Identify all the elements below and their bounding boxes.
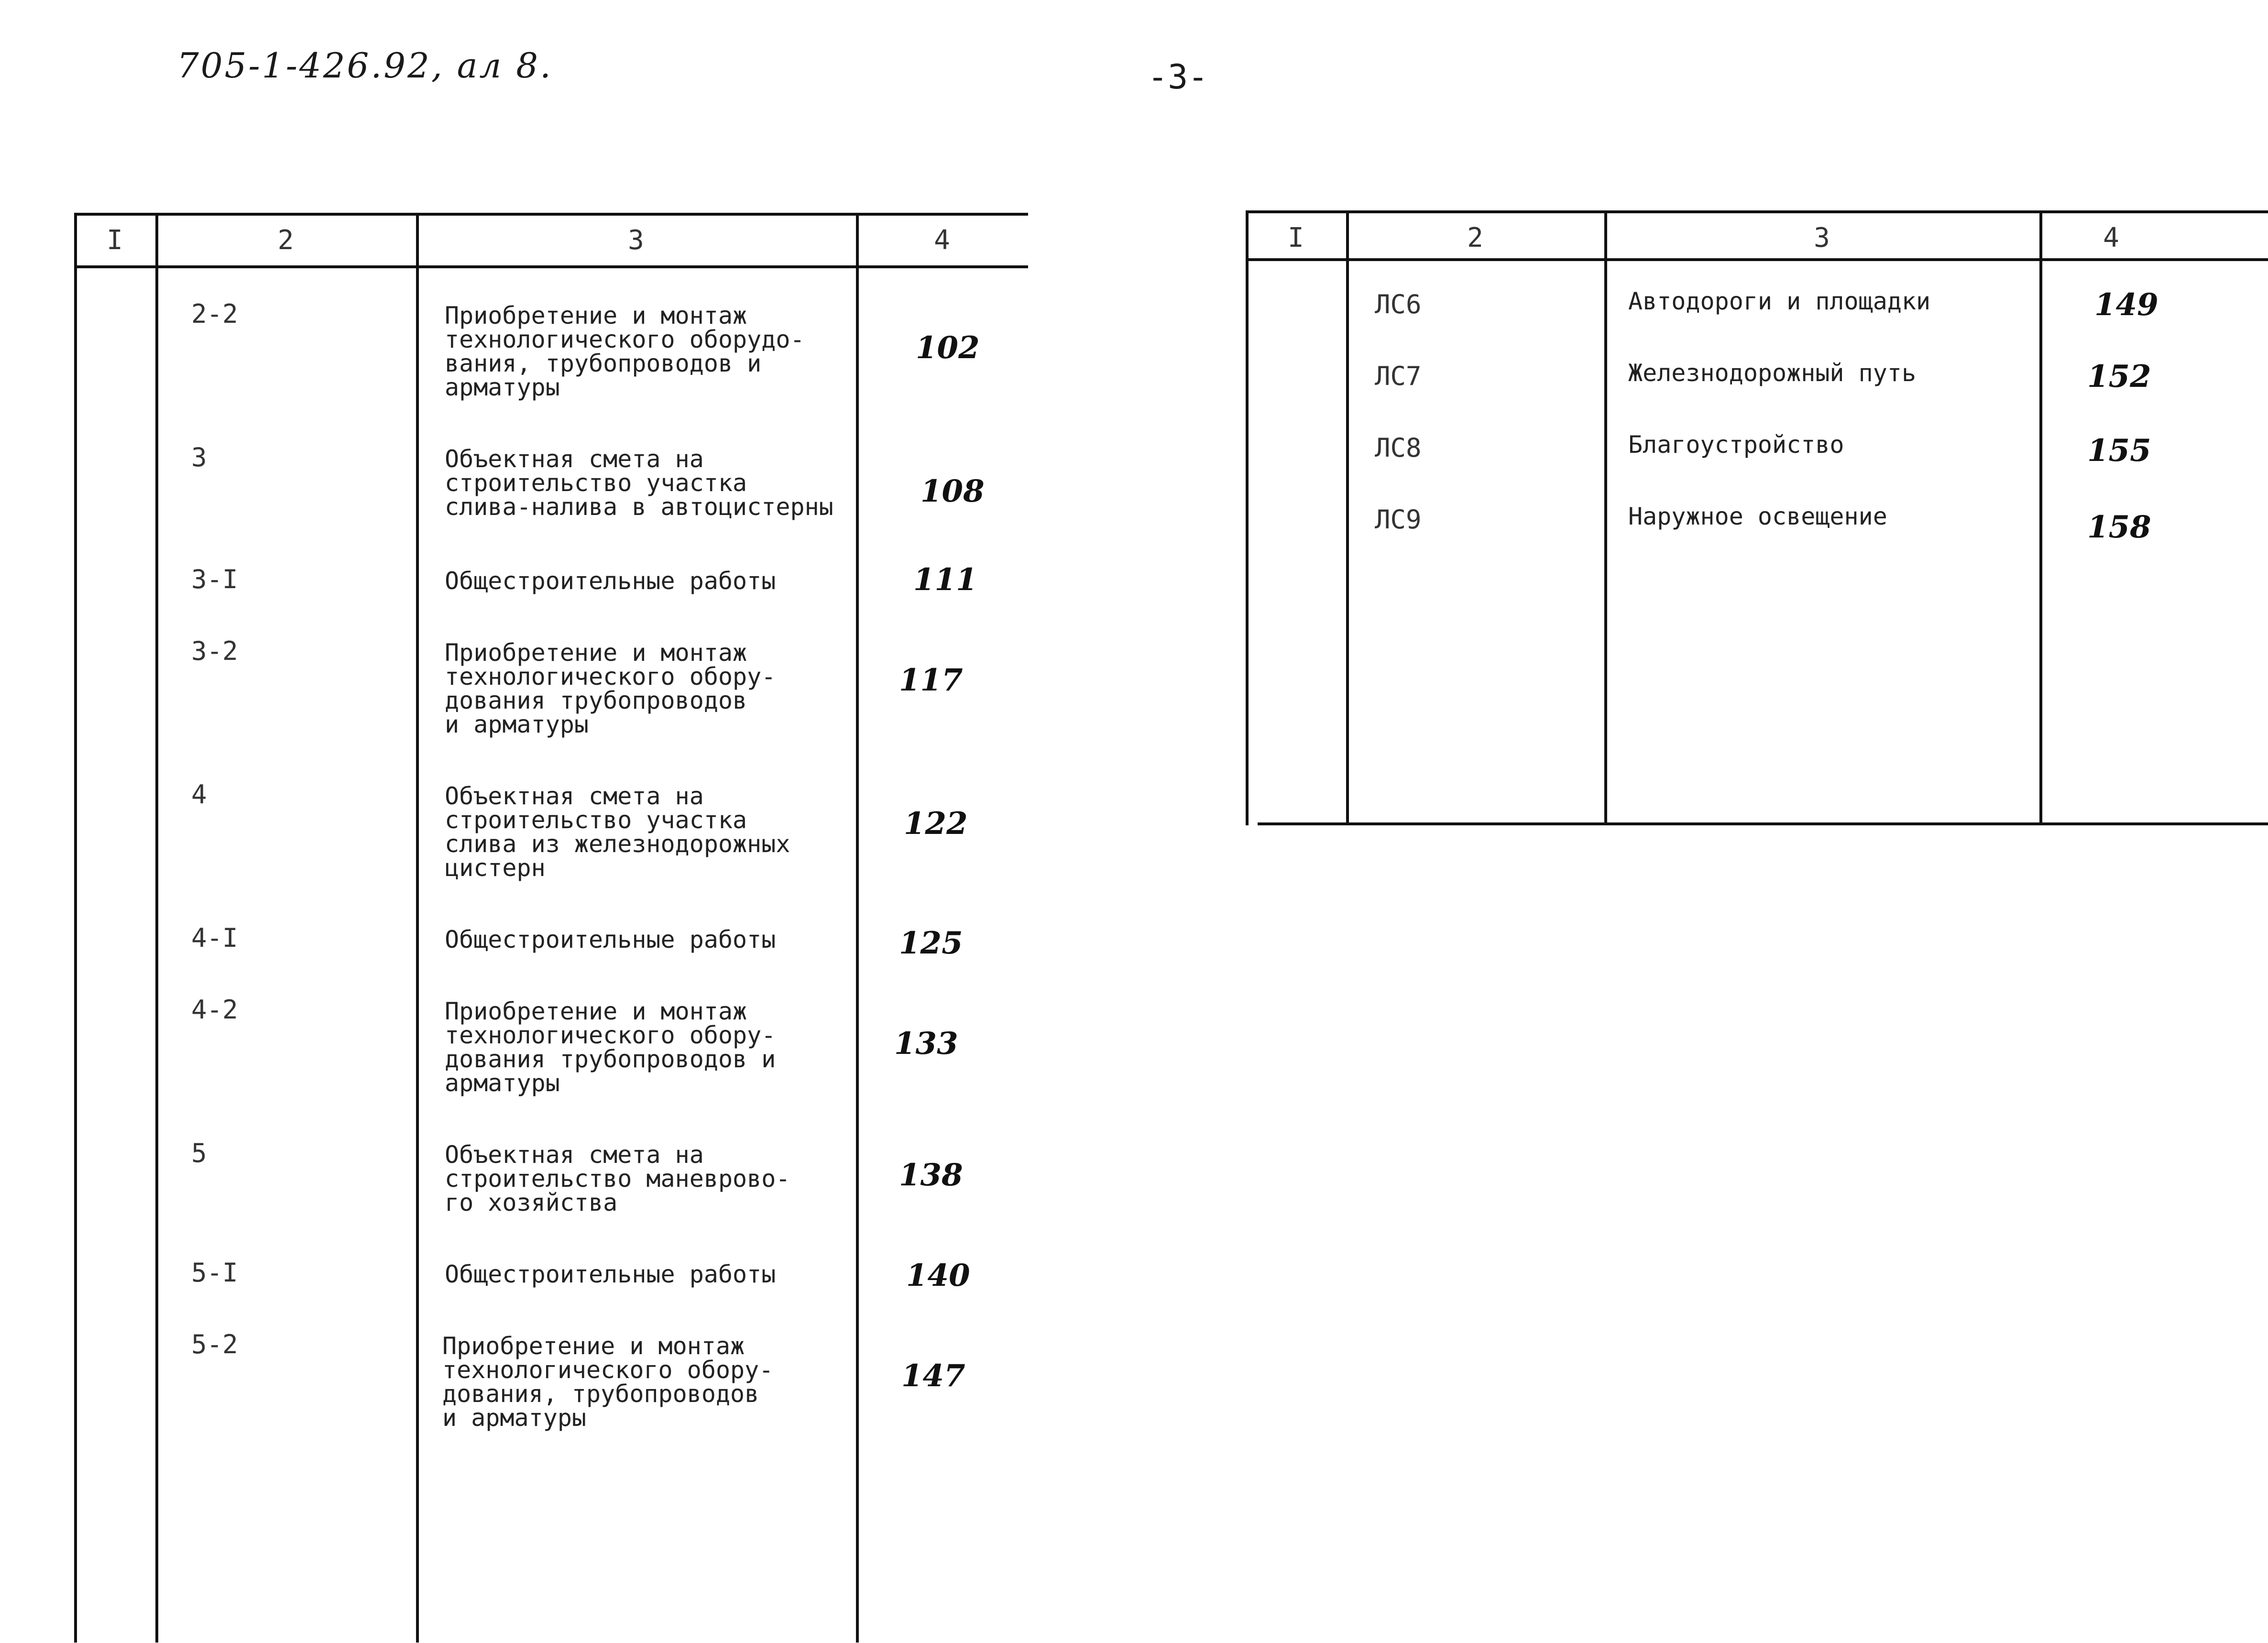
- left-row-code: 5: [191, 1138, 207, 1168]
- right-table-bottom-border: [1258, 822, 2268, 825]
- left-row-code: 2-2: [191, 299, 238, 329]
- left-table-col4-border: [856, 213, 859, 1643]
- left-table-header-border: [74, 265, 1028, 268]
- right-table-col3-border: [1604, 210, 1607, 825]
- left-row-page: 117: [899, 662, 963, 698]
- right-row-code: ЛС7: [1375, 361, 1422, 391]
- right-table-col4-border: [2039, 210, 2042, 825]
- left-table-col1-border: [74, 213, 77, 1643]
- left-table-col2-border: [155, 213, 158, 1643]
- left-row-page: 125: [899, 925, 963, 961]
- right-row-code: ЛС8: [1375, 433, 1422, 463]
- left-row-page: 138: [899, 1157, 963, 1193]
- left-row-code: 3-I: [191, 564, 238, 594]
- page-number: -3-: [1148, 57, 1208, 97]
- right-header-col3: 3: [1814, 222, 1830, 253]
- left-table-col3-border: [416, 213, 419, 1643]
- right-row-text: Железнодорожный путь: [1628, 359, 1917, 387]
- left-row-code: 3: [191, 442, 207, 472]
- right-row-text: Наружное освещение: [1628, 503, 1887, 530]
- left-row-text: Приобретение и монтаж технологического оборудо- вания, трубопроводов и арматуры: [445, 302, 805, 401]
- left-row-text: Объектная смета на строительство маневрово- го хозяйства: [445, 1141, 790, 1216]
- right-row-code: ЛС6: [1375, 289, 1422, 319]
- right-row-text: Автодороги и площадки: [1628, 287, 1931, 315]
- left-row-code: 4-2: [191, 995, 238, 1025]
- document-reference: 705-1-426.92, ал 8.: [177, 45, 553, 86]
- right-row-text: Благоустройство: [1628, 431, 1844, 459]
- left-row-page: 140: [906, 1258, 970, 1293]
- right-header-col2: 2: [1467, 222, 1483, 253]
- right-table-col2-border: [1346, 210, 1349, 825]
- right-row-page: 152: [2087, 359, 2151, 394]
- right-row-page: 155: [2087, 433, 2151, 469]
- left-row-text: Общестроительные работы: [445, 567, 776, 595]
- right-header-col1: I: [1288, 222, 1304, 253]
- left-row-code: 3-2: [191, 636, 238, 666]
- left-header-col2: 2: [277, 225, 294, 256]
- left-row-page: 133: [894, 1026, 958, 1062]
- left-row-code: 5-I: [191, 1258, 238, 1288]
- left-row-text: Объектная смета на строительство участка слива-налива в автоцистерны: [445, 445, 833, 521]
- right-row-page: 158: [2087, 509, 2151, 545]
- left-table-top-border: [74, 213, 1028, 216]
- left-row-text: Общестроительные работы: [445, 1260, 776, 1288]
- left-row-page: 111: [913, 562, 977, 598]
- left-row-text: Приобретение и монтаж технологического обору- дования трубопроводов и арматуры: [445, 639, 776, 738]
- left-row-code: 4: [191, 779, 207, 810]
- right-row-page: 149: [2094, 287, 2158, 323]
- left-header-col1: I: [107, 225, 123, 256]
- left-row-text: Приобретение и монтаж технологического обору- дования, трубопроводов и арматуры: [442, 1332, 774, 1432]
- left-row-text: Приобретение и монтаж технологического обору- дования трубопроводов и арматуры: [445, 997, 776, 1097]
- left-row-text: Объектная смета на строительство участка слива из железнодорожных цистерн: [445, 782, 790, 882]
- right-table-top-border: [1246, 210, 2268, 213]
- left-row-page: 122: [904, 806, 968, 842]
- right-header-col4: 4: [2103, 222, 2119, 253]
- left-row-page: 147: [901, 1358, 965, 1394]
- left-row-code: 4-I: [191, 923, 238, 953]
- left-row-page: 108: [920, 473, 985, 509]
- left-row-code: 5-2: [191, 1329, 238, 1359]
- right-table-header-border: [1246, 258, 2268, 261]
- left-row-text: Общестроительные работы: [445, 926, 776, 953]
- right-row-code: ЛС9: [1375, 504, 1422, 535]
- left-header-col3: 3: [628, 225, 644, 256]
- right-table-col1-border: [1246, 210, 1249, 825]
- left-row-page: 102: [916, 330, 980, 366]
- left-header-col4: 4: [934, 225, 950, 256]
